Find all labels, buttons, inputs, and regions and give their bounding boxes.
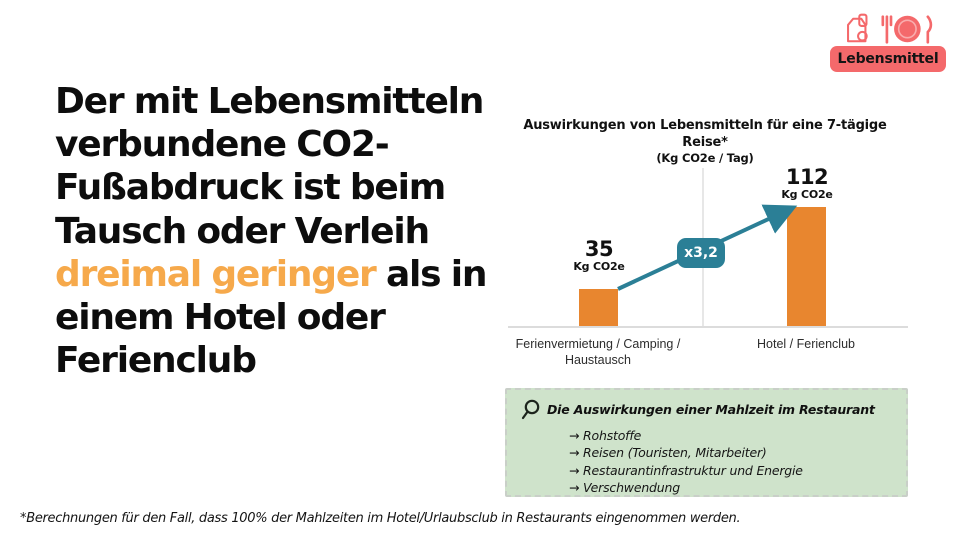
axis-label-ferienvermietung: Ferienvermietung / Camping / Haustausch: [515, 337, 681, 367]
magnifier-icon: [519, 398, 543, 424]
axis-label-hotel: Hotel / Ferienclub: [757, 337, 855, 351]
value-label-hotel: [762, 166, 852, 201]
info-box-list: [569, 427, 803, 496]
page-title: [55, 80, 493, 382]
cutlery-icon: [883, 16, 931, 43]
category-badge-label: Lebensmittel: [837, 51, 939, 67]
value-number: 112: [785, 165, 829, 189]
list-item: → Reisen (Touristen, Mitarbeiter): [569, 445, 767, 461]
headline-highlight: dreimal geringer: [55, 253, 376, 295]
value-unit: Kg CO2e: [573, 260, 625, 274]
restaurant-impact-box: [505, 388, 908, 497]
footnote: *Berechnungen für den Fall, dass 100% der Mahlzeiten im Hotel/Urlaubsclub in Restaurants eingenommen werden.: [20, 511, 741, 526]
value-number: 35: [584, 237, 614, 261]
list-item: → Rohstoffe: [569, 428, 642, 443]
list-item: → Verschwendung: [569, 479, 680, 495]
multiplier-badge: x3,2: [677, 238, 725, 268]
chart-baseline: [508, 326, 908, 328]
list-item: → Restaurantinfrastruktur und Energie: [569, 462, 803, 478]
headline-before: Der mit Lebensmitteln verbundene CO2-Fußabdruck ist beim Tausch oder Verleih: [55, 81, 484, 252]
food-icon: [846, 12, 936, 46]
headline-after: als in einem Hotel oder Ferienclub: [55, 253, 487, 382]
chart-title: Auswirkungen von Lebensmitteln für eine 7-tägige Reise*: [523, 118, 887, 150]
value-unit: Kg CO2e: [781, 188, 833, 202]
chart-subtitle: (Kg CO2e / Tag): [656, 151, 754, 165]
info-box-title: Die Auswirkungen einer Mahlzeit im Restaurant: [547, 402, 875, 417]
category-badge: [830, 46, 946, 72]
